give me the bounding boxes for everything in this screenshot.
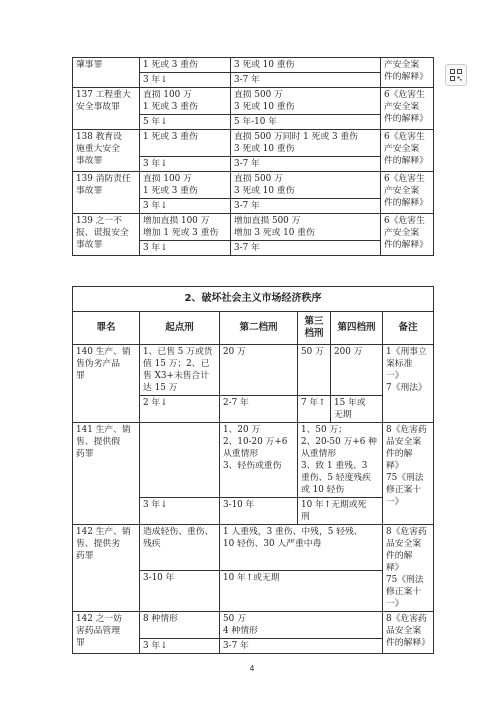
third-threshold: 50 万 [298,345,331,396]
note-cell: 8《危害药 品安全案 件的解 释》 75《刑法 修正案十 一》 [383,525,434,612]
start-penalty: 3 年↓ [140,639,220,654]
second-penalty: 2-7 年 [220,396,298,423]
third-penalty: 7 年↑ [298,396,331,423]
start-threshold: 造成轻伤、重伤、 残疾 [140,525,220,571]
third-penalty: 10 年↑无期或死 刑 [298,498,383,525]
start-threshold: 1 死或 3 重伤 [140,58,231,73]
market-order-crimes-table [72,286,434,654]
table-row [73,130,434,157]
crime-name: 142 之一妨 害药品管理 罪 [73,612,140,654]
header-start-penalty: 起点刑 [140,312,220,345]
note-cell: 6《危害生 产安全案 件的解释》 [381,214,434,256]
second-penalty: 5 年-10 年 [231,115,381,130]
start-penalty: 3 年↓ [140,498,220,525]
note-cell: 8《危害药 品安全案 件的解释》 [383,612,434,654]
start-threshold: 1 死或 3 重伤 [140,130,231,157]
crime-name: 141 生产、销 售、提供假 药罪 [73,423,140,525]
page-number: 4 [249,664,255,673]
second-penalty: 3-7 年 [231,157,381,172]
work-safety-crimes-table [72,57,434,256]
start-penalty: 2 年↓ [140,396,220,423]
header-note: 备注 [383,312,434,345]
second-threshold: 直损 500 万 3 死或 10 重伤 [231,172,381,199]
start-penalty: 3 年↓ [140,73,231,88]
start-penalty: 3 年↓ [140,241,231,256]
second-penalty: 3-7 年 [231,73,381,88]
start-threshold: 增加直损 100 万 增加 1 死或 3 重伤 [140,214,231,241]
crime-name: 140 生产、销 售伪劣产品 罪 [73,345,140,423]
second-threshold: 1、20 万 2、10-20 万+6 从重情形 3、轻伤或重伤 [220,423,298,498]
note-cell: 产安全案 件的解释》 [381,58,434,88]
header-second-tier: 第二档刑 [220,312,298,345]
start-threshold [140,423,220,498]
second-penalty: 3-7 年 [231,241,381,256]
header-crime-name: 罪名 [73,312,140,345]
table-row [73,345,434,396]
start-threshold: 1、已售 5 万或货 值 15 万；2、已 售 X3+未售合计 达 15 万 [140,345,220,396]
start-threshold: 直损 100 万 1 死或 3 重伤 [140,172,231,199]
second-threshold: 直损 500 万 3 死或 10 重伤 [231,88,381,115]
start-threshold: 8 种情形 [140,612,220,639]
header-row [73,312,434,345]
header-third-tier: 第三 档刑 [298,312,331,345]
crime-name: 139 消防责任 事故罪 [73,172,140,214]
second-penalty: 3-7 年 [231,199,381,214]
second-penalty: 10 年↑或无期 [220,571,383,612]
note-cell: 6《危害生 产安全案 件的解释》 [381,172,434,214]
table-row [73,214,434,241]
start-threshold: 直损 100 万 1 死或 3 重伤 [140,88,231,115]
second-threshold: 20 万 [220,345,298,396]
second-penalty: 3-7 年 [220,639,383,654]
second-threshold: 50 万 4 种情形 [220,612,383,639]
crime-name: 139 之一不 报、谎报安全 事故罪 [73,214,140,256]
table-row [73,423,434,498]
table-row [73,612,434,639]
section-title-row [73,287,434,312]
crime-name: 肇事罪 [73,58,140,88]
qr-scan-icon [450,69,462,81]
note-cell: 6《危害生 产安全案 件的解释》 [381,88,434,130]
second-threshold: 增加直损 500 万 增加 3 死或 10 重伤 [231,214,381,241]
note-cell: 6《危害生 产安全案 件的解释》 [381,130,434,172]
start-penalty: 5 年↓ [140,115,231,130]
crime-name: 138 教育设 施重大安全 事故罪 [73,130,140,172]
start-penalty: 3-10 年 [140,571,220,612]
table-row [73,525,434,571]
fourth-penalty: 15 年或 无期 [331,396,383,423]
start-penalty: 3 年↓ [140,199,231,214]
qr-scan-button[interactable] [445,64,467,86]
note-cell: 8《危害药 品安全案 件的解 释》 75《刑法 修正案十 一》 [383,423,434,525]
second-threshold: 3 死或 10 重伤 [231,58,381,73]
second-threshold: 直损 500 万同时 1 死或 3 重伤 3 死或 10 重伤 [231,130,381,157]
crime-name: 142 生产、销 售、提供劣 药罪 [73,525,140,612]
table-row [73,172,434,199]
crime-name: 137 工程重大 安全事故罪 [73,88,140,130]
third-threshold: 1、50 万； 2、20-50 万+6 种 从重情形 3、致 1 重残、3 重伤、5 轻度残疾 或 10 轻伤 [298,423,383,498]
second-threshold: 1 人重残，3 重伤、中残，5 轻残、 10 轻伤、30 人严重中毒 [220,525,383,571]
table-row [73,88,434,115]
table-row [73,58,434,73]
section-title: 2、破坏社会主义市场经济秩序 [73,287,434,312]
fourth-threshold: 200 万 [331,345,383,396]
second-penalty: 3-10 年 [220,498,298,525]
header-fourth-tier: 第四档刑 [331,312,383,345]
note-cell: 1《刑事立 案标准 一》 7《刑法》 [383,345,434,423]
start-penalty: 3 年↓ [140,157,231,172]
